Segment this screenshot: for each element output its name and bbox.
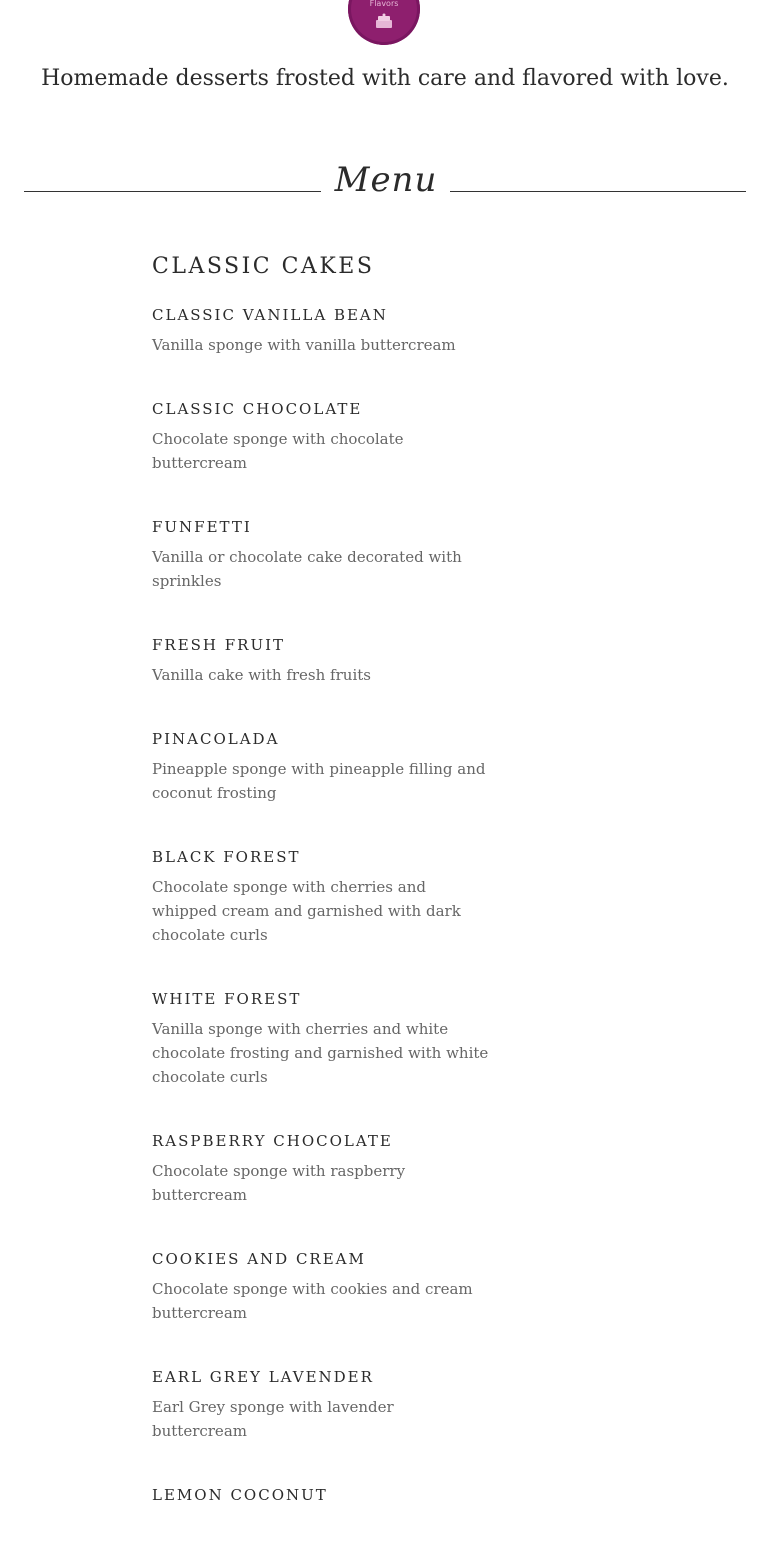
menu-item-description: Chocolate sponge with raspberry buttercream	[152, 1162, 406, 1204]
menu-item-name: CLASSIC CHOCOLATE	[152, 400, 363, 418]
menu-item	[152, 1367, 492, 1443]
menu-item-name: FUNFETTI	[152, 518, 252, 536]
cake-icon	[374, 13, 394, 29]
menu-item-description: Vanilla cake with fresh fruits	[152, 666, 371, 684]
menu-item-description: Vanilla sponge with vanilla buttercream	[152, 336, 456, 354]
divider-right	[450, 191, 746, 192]
menu-item-name: FRESH FRUIT	[152, 636, 286, 654]
menu-item	[152, 1485, 492, 1505]
menu-item	[152, 729, 492, 805]
menu-item-description: Chocolate sponge with chocolate buttercream	[152, 430, 404, 472]
menu-item-description: Pineapple sponge with pineapple filling and coconut frosting	[152, 760, 486, 802]
menu-item-name: PINACOLADA	[152, 730, 280, 748]
menu-item	[152, 517, 492, 593]
menu-item-description: Earl Grey sponge with lavender buttercream	[152, 1398, 394, 1440]
section-title: CLASSIC CAKES	[152, 254, 375, 279]
menu-item	[152, 305, 492, 357]
menu-item	[152, 847, 492, 947]
menu-item-description: Vanilla sponge with cherries and white chocolate frosting and garnished with white chocolate curls	[152, 1020, 489, 1086]
menu-items-list	[152, 305, 492, 1547]
brand-logo[interactable]	[348, 0, 420, 45]
menu-item-name: LEMON COCONUT	[152, 1486, 328, 1504]
menu-item-name: EARL GREY LAVENDER	[152, 1368, 374, 1386]
menu-item-description: Chocolate sponge with cookies and cream buttercream	[152, 1280, 473, 1322]
menu-item-description: Vanilla or chocolate cake decorated with sprinkles	[152, 548, 462, 590]
menu-item-name: WHITE FOREST	[152, 990, 302, 1008]
menu-item	[152, 635, 492, 687]
menu-item	[152, 1249, 492, 1325]
menu-item-name: CLASSIC VANILLA BEAN	[152, 306, 388, 324]
menu-item-name: COOKIES AND CREAM	[152, 1250, 366, 1268]
menu-item-description: Chocolate sponge with cherries and whipped cream and garnished with dark chocolate curls	[152, 878, 461, 944]
menu-heading: Menu	[334, 160, 438, 200]
menu-item	[152, 1131, 492, 1207]
logo-text: Flavors	[369, 0, 399, 8]
menu-item	[152, 989, 492, 1089]
menu-item-name: RASPBERRY CHOCOLATE	[152, 1132, 393, 1150]
divider-left	[24, 191, 321, 192]
menu-item-name: BLACK FOREST	[152, 848, 301, 866]
tagline: Homemade desserts frosted with care and flavored with love.	[41, 66, 729, 91]
menu-item	[152, 399, 492, 475]
